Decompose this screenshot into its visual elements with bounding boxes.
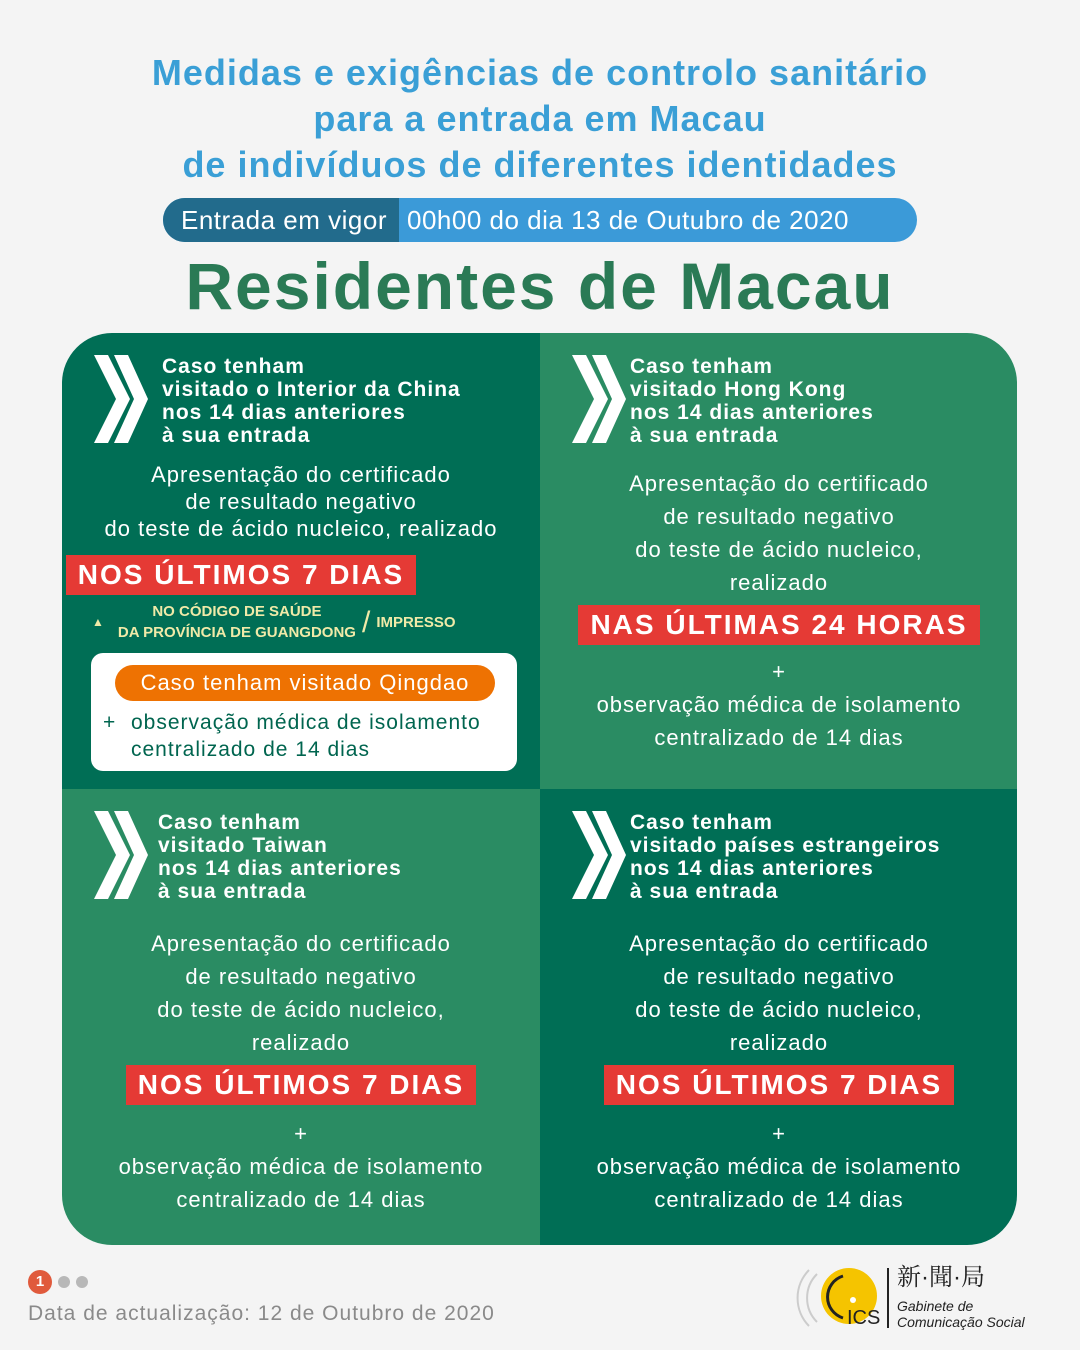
gcs-logo: ICS 新·聞·局 Gabinete de Comunicação Social [795,1262,1065,1334]
quadrant-heading: Caso tenham visitado países estrangeiros nos 14 dias anteriores à sua entrada [630,811,941,903]
period-badge: NOS ÚLTIMOS 7 DIAS [604,1065,954,1105]
health-code-note: ▲ NO CÓDIGO DE SAÚDE DA PROVÍNCIA DE GUANGDONG / IMPRESSO [92,603,456,641]
period-badge: NOS ÚLTIMOS 7 DIAS [66,555,416,595]
qingdao-box: Caso tenham visitado Qingdao + observação médica de isolamento centralizado de 14 dias [91,653,517,771]
main-title: Medidas e exigências de controlo sanitário para a entrada em Macau de indivíduos de diferentes identidades [151,52,929,185]
quadrant-mainland-china [62,333,540,789]
quadrant-heading: Caso tenham visitado Taiwan nos 14 dias anteriores à sua entrada [158,811,402,903]
quadrant-grid [62,333,1017,1245]
period-badge: NOS ÚLTIMOS 7 DIAS [126,1065,476,1105]
section-heading: Residentes de Macau [185,249,895,323]
triangle-up-icon: ▲ [92,614,104,629]
page-indicator[interactable] [58,1276,70,1288]
requirement-text: Apresentação do certificado de resultado negativo do teste de ácido nucleico, realizado [151,931,451,1055]
extra-requirement: + observação médica de isolamento centralizado de 14 dias [118,1121,484,1212]
extra-requirement: + observação médica de isolamento centralizado de 14 dias [596,1121,962,1212]
effective-value: 00h00 do dia 13 de Outubro de 2020 [406,204,850,235]
page-indicator-current[interactable]: 1 [28,1270,52,1294]
pagination [28,1270,88,1294]
slash-divider: / [361,605,371,639]
quadrant-taiwan [62,789,540,1245]
update-date: Data de actualização: 12 de Outubro de 2020 [28,1302,495,1325]
effective-date-banner [163,198,917,242]
requirement-text: Apresentação do certificado de resultado negativo do teste de ácido nucleico, realizado [104,462,498,541]
gcs-logo-mark [795,1262,885,1334]
qingdao-label: Caso tenham visitado Qingdao [115,665,495,701]
extra-requirement: + observação médica de isolamento centralizado de 14 dias [596,659,962,750]
quadrant-heading: Caso tenham visitado Hong Kong nos 14 dias anteriores à sua entrada [630,355,874,447]
page-indicator[interactable] [76,1276,88,1288]
double-chevron-icon [92,355,148,443]
quadrant-hong-kong [540,333,1017,789]
period-badge: NAS ÚLTIMAS 24 HORAS [578,605,979,645]
svg-text:ICS: ICS [847,1307,881,1329]
double-chevron-icon [92,811,148,899]
quadrant-foreign-countries [540,789,1017,1245]
requirement-text: Apresentação do certificado de resultado negativo do teste de ácido nucleico, realizado [629,931,929,1055]
double-chevron-icon [570,355,626,443]
quadrant-heading: Caso tenham visitado o Interior da China nos 14 dias anteriores à sua entrada [162,355,461,447]
effective-label: Entrada em vigor [163,198,399,242]
requirement-text: Apresentação do certificado de resultado negativo do teste de ácido nucleico, realizado [629,471,929,595]
double-chevron-icon [570,811,626,899]
